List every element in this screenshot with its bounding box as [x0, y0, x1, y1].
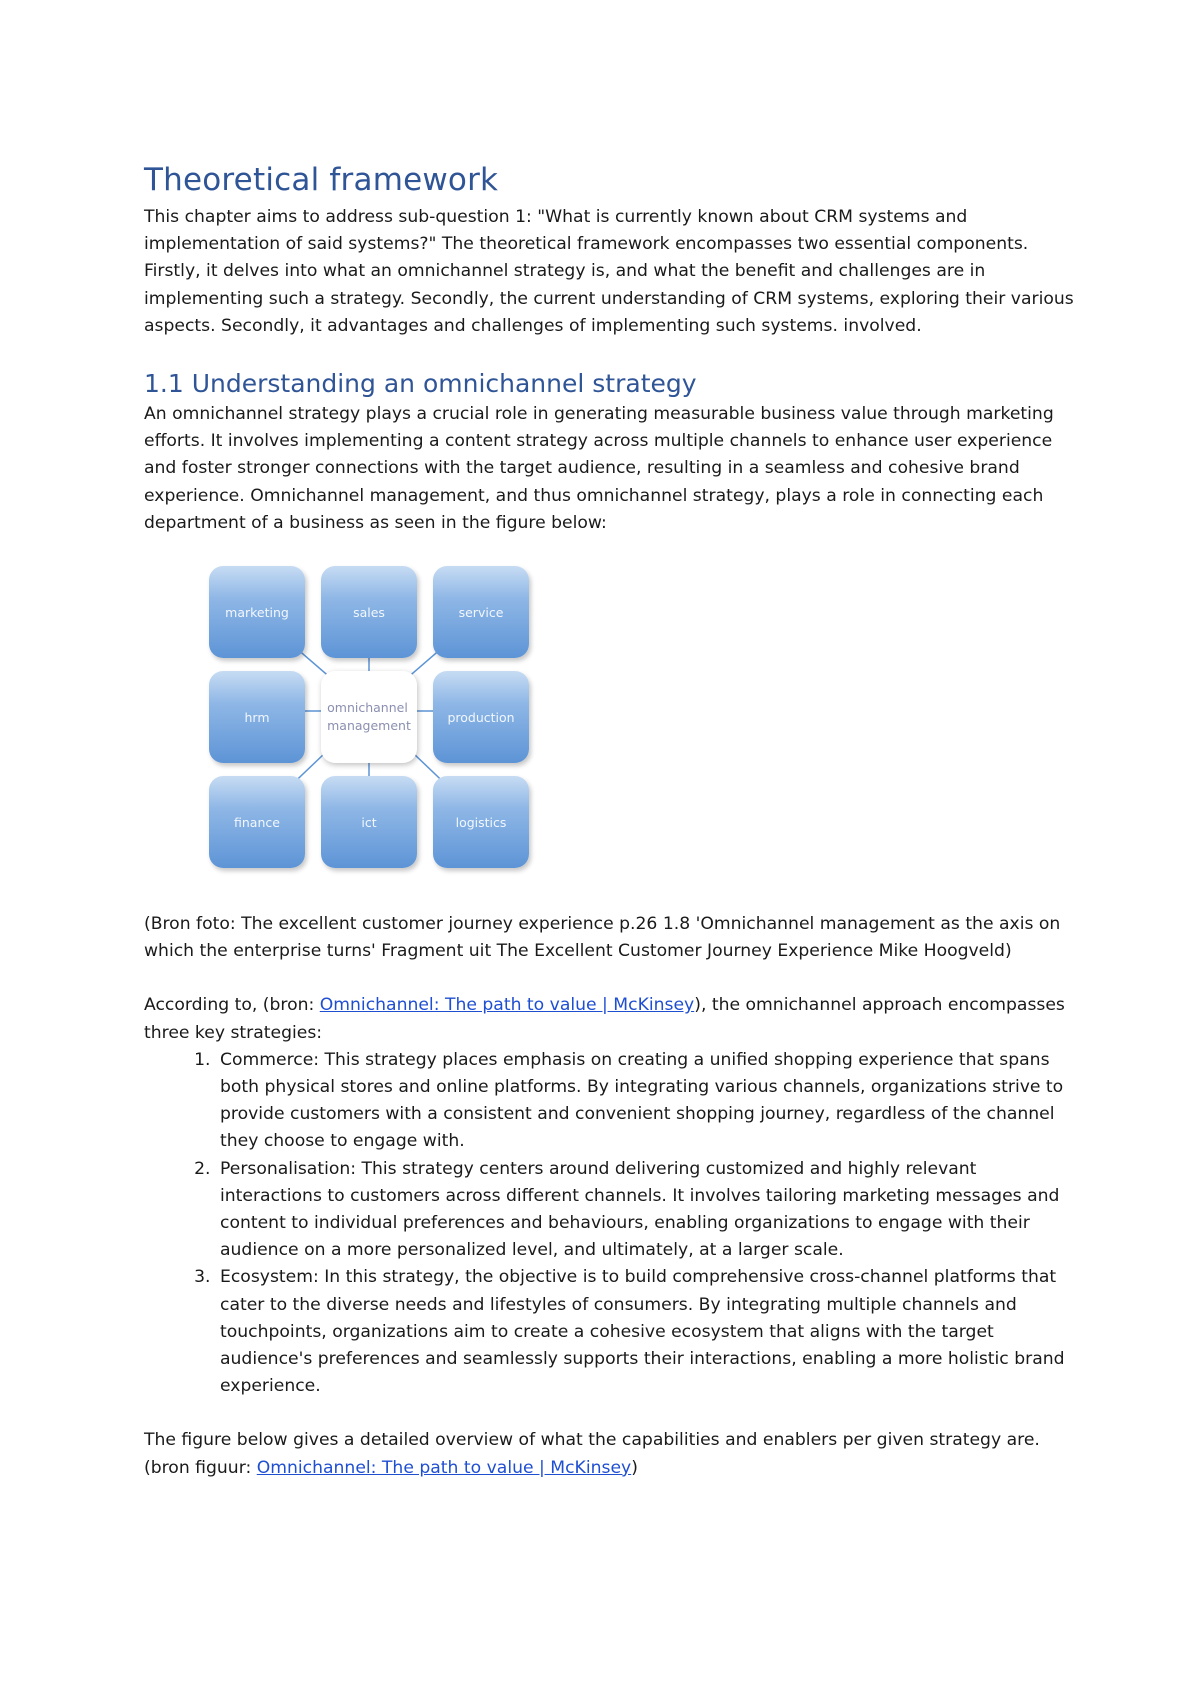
- mckinsey-figure-link[interactable]: Omnichannel: The path to value | McKinsey: [256, 1457, 632, 1478]
- box-marketing: marketing: [209, 566, 305, 658]
- omnichannel-diagram: [204, 561, 534, 871]
- figure-caption: (Bron foto: The excellent customer journey experience p.26 1.8 'Omnichannel management as the axis on which the enterprise turns' Fragment uit The Excellent Customer Journey Experience Mike Hoogveld): [144, 914, 1061, 962]
- list-item: 2. Personalisation: This strategy centers around delivering customized and highly relevant interactions to customers across different channels. It involves tailoring marketing messages and content to individual preferences and behaviours, enabling organizations to engage with their audience on a more personalized level, and ultimately, at a larger scale.: [216, 1156, 1074, 1265]
- box-hrm: hrm: [209, 671, 305, 763]
- section-paragraph: An omnichannel strategy plays a crucial role in generating measurable business value through marketing efforts. It involves implementing a content strategy across multiple channels to enhance user experience and foster stronger connections with the target audience, resulting in a seamless and cohesive brand experience. Omnichannel management, and thus omnichannel strategy, plays a role in connecting each department of a business as seen in the figure below:: [144, 404, 1054, 533]
- according-suffix: ), the omnichannel approach encompasses three key strategies:: [144, 995, 1065, 1043]
- box-omnichannel-management: [321, 671, 417, 763]
- section-1-1: [144, 367, 1074, 537]
- box-service: service: [433, 566, 529, 658]
- list-item: 1. Commerce: This strategy places emphasis on creating a unified shopping experience that spans both physical stores and online platforms. By integrating various channels, organizations strive to provide customers with a consistent and convenient shopping journey, regardless of the channel they choose to engage with.: [216, 1047, 1074, 1156]
- box-logistics: logistics: [433, 776, 529, 868]
- box-production: production: [433, 671, 529, 763]
- box-finance: finance: [209, 776, 305, 868]
- page-title: Theoretical framework: [144, 162, 499, 198]
- according-prefix: According to, (bron:: [144, 995, 320, 1016]
- intro-paragraph: This chapter aims to address sub-question 1: "What is currently known about CRM systems and implementation of said systems?" The theoretical framework encompasses two essential components. Firstly, it delves into what an omnichannel strategy is, and what the benefit and challenges are in implementing such a strategy. Secondly, the current understanding of CRM systems, exploring their various aspects. Secondly, it advantages and challenges of implementing such systems. involved.: [144, 207, 1074, 336]
- strategy-list: [144, 1047, 1074, 1401]
- figure-note-suffix: ): [631, 1457, 638, 1478]
- figure-note-paragraph: [144, 1427, 1074, 1481]
- box-ict: ict: [321, 776, 417, 868]
- center-label-line1: omnichannel: [327, 700, 408, 716]
- figure-note-prefix: The figure below gives a detailed overview of what the capabilities and enablers per given strategy are. (bron figuur:: [144, 1430, 1040, 1478]
- center-label-line2: management: [327, 718, 411, 734]
- according-paragraph: [144, 992, 1074, 1046]
- mckinsey-link[interactable]: Omnichannel: The path to value | McKinsey: [319, 995, 695, 1016]
- section-heading: 1.1 Understanding an omnichannel strategy: [144, 369, 697, 399]
- list-item: 3. Ecosystem: In this strategy, the objective is to build comprehensive cross-channel platforms that cater to the diverse needs and lifestyles of consumers. By integrating multiple channels and touchpoints, organizations aim to create a cohesive ecosystem that aligns with the target audience's preferences and seamlessly supports their interactions, enabling a more holistic brand experience.: [216, 1264, 1074, 1400]
- box-sales: sales: [321, 566, 417, 658]
- document-body: [144, 160, 1074, 1482]
